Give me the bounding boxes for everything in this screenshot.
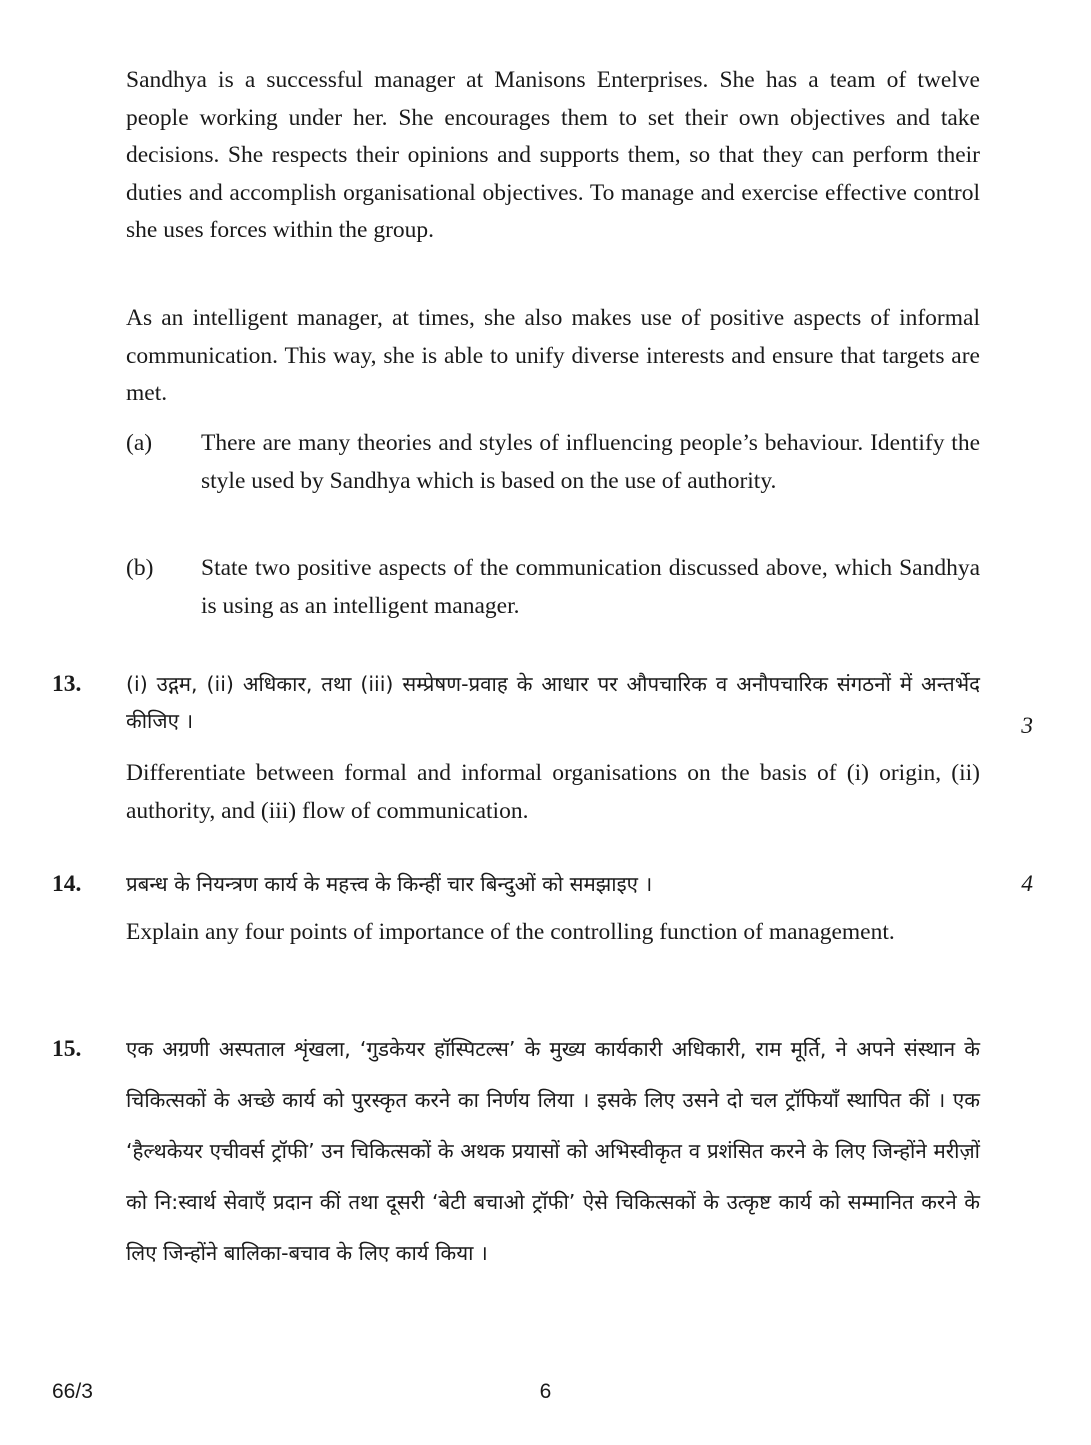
page-number: 6 (539, 1380, 552, 1403)
question-14-english: Explain any four points of importance of the controlling function of management. (126, 919, 895, 945)
case-paragraph-2: As an intelligent manager, at times, she also makes use of positive aspects of informal communication. This way, she is able to unify diverse interests and ensure that targets are met. (126, 305, 980, 407)
question-15-hindi: एक अग्रणी अस्पताल शृंखला, ‘गुडकेयर हॉस्पिटल्स’ के मुख्य कार्यकारी अधिकारी, राम मूर्ति, ने अपने संस्थान के चिकित्सकों के अच्छे कार्य को पुरस्कृत करने का निर्णय लिया । इसके लिए उसने दो चल ट्रॉफियाँ स्थापित कीं । एक ‘हैल्थकेयर एचीवर्स ट्रॉफी’ उन चिकित्सकों के अथक प्रयासों को अभिस्वीकृत व प्रशंसित करने के लिए जिन्होंने मरीज़ों को नि:स्वार्थ सेवाएँ प्रदान कीं तथा दूसरी ‘बेटी बचाओ ट्रॉफी’ ऐसे चिकित्सकों के उत्कृष्ट कार्य को सम्मानित करने के लिए जिन्होंने बालिका-बचाव के लिए कार्य किया । (126, 1037, 980, 1265)
question-15-number: 15. (52, 1036, 82, 1062)
paper-code: 66/3 (52, 1380, 93, 1403)
part-a-label: (a) (126, 430, 153, 456)
question-14-hindi: प्रबन्ध के नियन्त्रण कार्य के महत्त्व के किन्हीं चार बिन्दुओं को समझाइए । (126, 872, 653, 896)
case-paragraph-1: Sandhya is a successful manager at Manisons Enterprises. She has a team of twelve people working under her. She encourages them to set their own objectives and take decisions. She respects their opinions and supports them, so that they can perform their duties and accomplish organisational objectives. To manage and exercise effective control she uses forces within the group. (126, 67, 980, 244)
question-13-number: 13. (52, 671, 82, 697)
part-b-text: State two positive aspects of the communication discussed above, which Sandhya is using as an intelligent manager. (201, 555, 980, 619)
part-b-label: (b) (126, 555, 154, 581)
question-13-marks: 3 (1021, 713, 1033, 739)
question-14-number: 14. (52, 871, 82, 897)
part-a-text: There are many theories and styles of influencing people’s behaviour. Identify the style used by Sandhya which is based on the use of authority. (201, 430, 980, 494)
question-13-hindi: (i) उद्गम, (ii) अधिकार, तथा (iii) सम्प्रेषण-प्रवाह के आधार पर औपचारिक व अनौपचारिक संगठनों में अन्तर्भेद कीजिए । (126, 672, 980, 733)
question-13-english: Differentiate between formal and informal organisations on the basis of (i) origin, (ii) authority, and (iii) flow of communication. (126, 760, 980, 824)
question-14-marks: 4 (1021, 871, 1033, 897)
